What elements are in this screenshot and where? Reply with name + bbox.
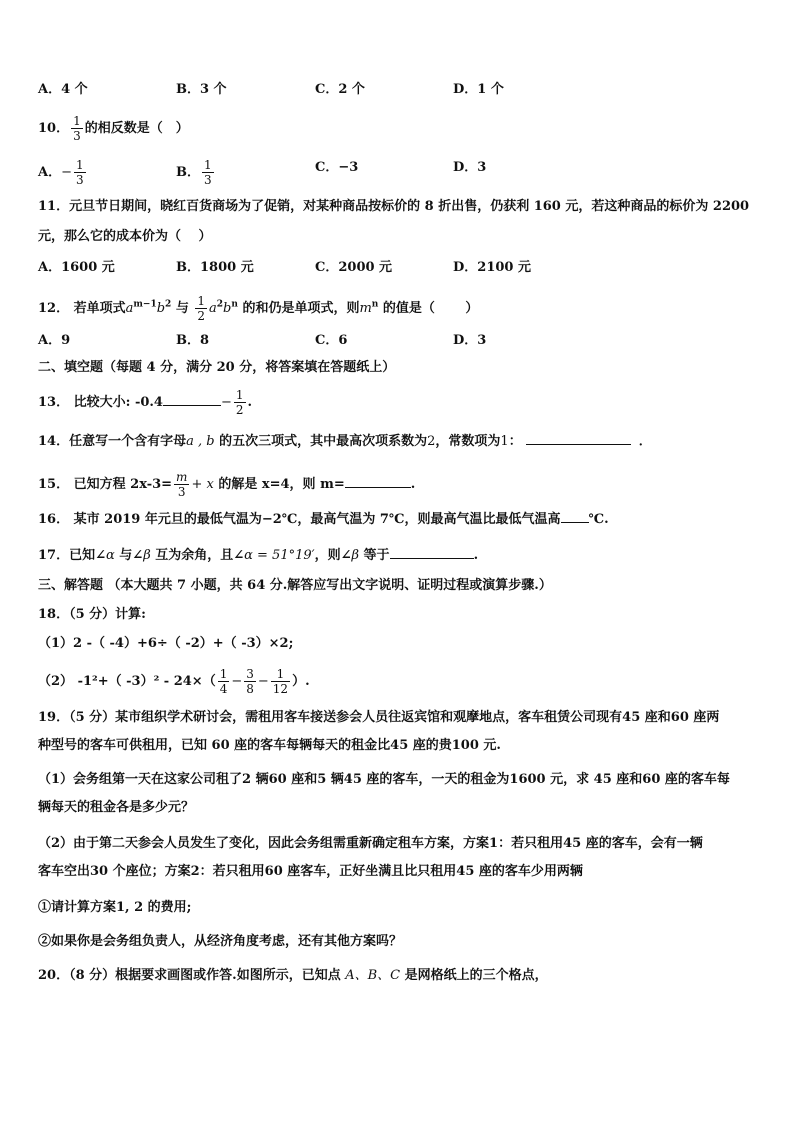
- q13-question: 13． 比较大小: -0.4 − $\frac{1}{2}$ .: [38, 388, 253, 417]
- q12-question: 12． 若单项式$a^{m-1}b^2$ 与 $\frac{1}{2}$ $a^2b^n$ 的和仍是单项式，则$m^n$ 的值是（ ）: [38, 294, 479, 323]
- q19-line1: 19．（5 分）某市组织学术研讨会，需租用客车接送参会人员往返宾馆和观摩地点，客车租赁公司现有45 座和60 座两: [38, 710, 720, 725]
- q18-part1: （1）2 -（ -4）+6÷（ -2）+（ -3）×2;: [38, 636, 294, 651]
- q11-option-d: D．2100 元: [453, 260, 531, 275]
- q16-question: 16． 某市 2019 年元旦的最低气温为−2℃，最高气温为 7℃，则最高气温比最低气温高 ℃.: [38, 508, 609, 530]
- q17-answer-blank[interactable]: [390, 544, 474, 559]
- q10-option-a: A．− $\frac{1}{3}$: [38, 158, 84, 187]
- q14-question: 14．任意写一个含有字母a , b 的五次三项式，其中最高次项系数为2，常数项为1： ．: [38, 430, 652, 452]
- q11-option-c: C．2000 元: [315, 260, 393, 275]
- q10-option-c: C．−3: [315, 160, 359, 175]
- q15-answer-blank[interactable]: [345, 473, 411, 488]
- q15-question: 15． 已知方程 2x-3= $\frac{m}{3}$ + x 的解是 x=4，则 m= .: [38, 470, 416, 499]
- section2-heading: 二、填空题（每题 4 分，满分 20 分，将答案填在答题纸上）: [38, 360, 396, 375]
- q17-question: 17．已知∠α 与∠β 互为余角，且∠α = 51°19′，则∠β 等于 .: [38, 544, 478, 566]
- q19-part2-line1: （2）由于第二天参会人员发生了变化，因此会务组需重新确定租车方案，方案1：若只租用45 座的客车，会有一辆: [38, 836, 703, 851]
- q18-title: 18．（5 分）计算:: [38, 607, 146, 622]
- q19-part1-line1: （1）会务组第一天在这家公司租了2 辆60 座和5 辆45 座的客车，一天的租金为1600 元，求 45 座和60 座的客车每: [38, 772, 730, 787]
- q19-part1-line2: 辆每天的租金各是多少元？: [38, 800, 195, 815]
- q19-part2-line2: 客车空出30 个座位；方案2：若只租用60 座客车，正好坐满且比只租用45 座的客车少用两辆: [38, 864, 583, 879]
- q16-answer-blank[interactable]: [561, 508, 589, 523]
- q12-option-d: D．3: [453, 333, 487, 348]
- q11-line2: 元，那么它的成本价为（ ）: [38, 229, 212, 244]
- q12-option-c: C．6: [315, 333, 348, 348]
- q11-line1: 11．元旦节日期间，晓红百货商场为了促销，对某种商品按标价的 8 折出售，仍获利 160 元，若这种商品的标价为 2200: [38, 199, 750, 214]
- q18-part2: （2） -1²+（ -3）² - 24×（ $\frac{1}{4}$ − $\frac{3}{8}$ − $\frac{1}{12}$ ）.: [38, 667, 310, 696]
- q11-option-a: A．1600 元: [38, 260, 115, 275]
- q19-subq2: ②如果你是会务组负责人，从经济角度考虑，还有其他方案吗？: [38, 934, 403, 949]
- q9-option-d: D．1 个: [453, 82, 504, 97]
- q19-line2: 种型号的客车可供租用，已知 60 座的客车每辆每天的租金比45 座的贵100 元.: [38, 738, 501, 753]
- q9-option-c: C．2 个: [315, 82, 365, 97]
- q10-option-b: B． $\frac{1}{3}$: [176, 158, 212, 187]
- q19-subq1: ①请计算方案1, 2 的费用;: [38, 900, 192, 915]
- section3-heading: 三、解答题 （本大题共 7 小题，共 64 分.解答应写出文字说明、证明过程或演算步骤.）: [38, 578, 552, 593]
- q14-answer-blank[interactable]: [526, 430, 631, 445]
- q10-fraction: $\frac{1}{3}$: [73, 114, 81, 143]
- q9-option-a: A．4 个: [38, 82, 88, 97]
- q10-question: 10． $\frac{1}{3}$ 的相反数是（ ）: [38, 114, 189, 143]
- q12-option-b: B．8: [176, 333, 210, 348]
- q13-answer-blank[interactable]: [163, 391, 221, 406]
- q10-option-d: D．3: [453, 160, 487, 175]
- q9-option-b: B．3 个: [176, 82, 227, 97]
- q12-option-a: A．9: [38, 333, 71, 348]
- q20-question: 20．（8 分）根据要求画图或作答.如图所示，已知点 A、B、C 是网格纸上的三个格点，: [38, 968, 548, 983]
- q11-option-b: B．1800 元: [176, 260, 254, 275]
